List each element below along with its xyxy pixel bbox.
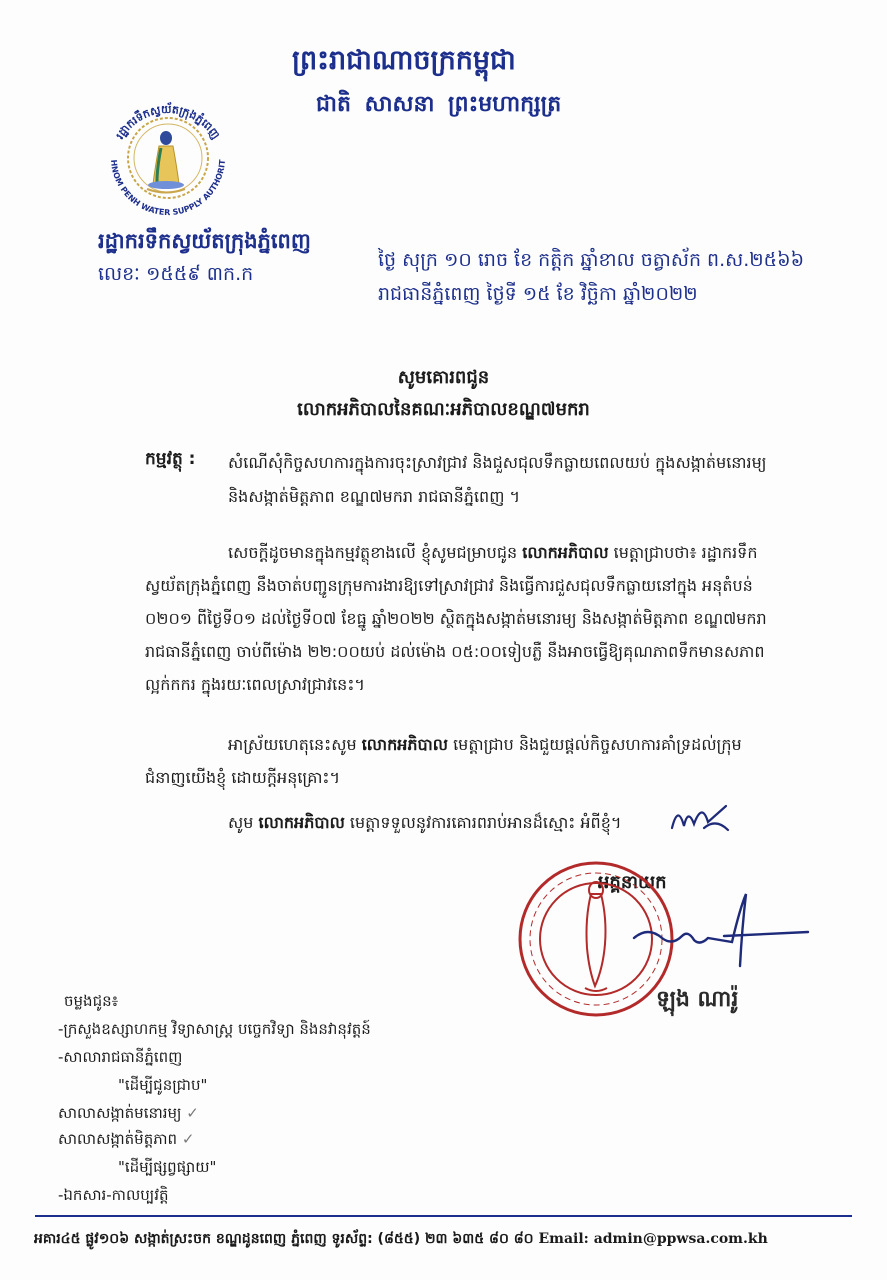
body-text: អាស្រ័យហេតុនេះសូម [228, 735, 362, 754]
subject-line: សំណើសុំកិច្ចសហការក្នុងការចុះស្រាវជ្រាវ និងជួសជុលទឹកធ្លាយពេលយប់ ក្នុងសង្កាត់មនោរម្យ [228, 453, 767, 472]
cc-item: -សាលារាជធានីភ្នំពេញ [58, 1048, 183, 1066]
lunar-date: ថ្ងៃ សុក្រ ១០ រោច ខែ កត្តិក ឆ្នាំខាល ចត្វាស័ក ព.ស.២៥៦៦ [378, 249, 805, 271]
cc-item-label: សាលាសង្កាត់មនោរម្យ [58, 1104, 182, 1122]
organization-name: រដ្ឋាករទឹកស្វយ័តក្រុងភ្នំពេញ [98, 229, 311, 253]
checkmark-icon: ✓ [181, 1130, 195, 1148]
handwritten-signature [628, 888, 814, 968]
recipient: លោកអភិបាលនៃគណៈអភិបាលខណ្ឌ៧មករា [297, 399, 590, 420]
body-line [228, 734, 742, 758]
body-line: ០២០១ ពីថ្ងៃទី០១ ដល់ថ្ងៃទី០៧ ខែធ្នូ ឆ្នាំ២០២២ ស្ថិតក្នុងសង្កាត់មនោរម្យ និងសង្កាត់មិត្តភាព ខណ្ឌ៧មករា [145, 609, 767, 628]
body-line: ល្អក់កករ ក្នុងរយៈពេលស្រាវជ្រាវនេះ។ [145, 675, 365, 694]
signer-name: ឡុង ណារ៉ូ [656, 987, 739, 1012]
body-line: ស្វយ័តក្រុងភ្នំពេញ នឹងចាត់បញ្ជូនក្រុមការងារឱ្យទៅស្រាវជ្រាវ និងធ្វើការជួសជុលទឹកធ្លាយនៅក្នុង អនុតំបន់ [145, 576, 753, 595]
footer-contact [34, 1229, 768, 1250]
cc-heading: ចម្លងជូន៖ [64, 992, 119, 1010]
logo-text-en: HNOM PENH WATER SUPPLY AUTHORIT [108, 159, 228, 218]
subject-label: កម្មវត្ថុ : [145, 449, 196, 469]
body-line [228, 542, 757, 566]
cc-item-label: សាលាសង្កាត់មិត្តភាព [58, 1130, 178, 1148]
body-text: សូម [228, 813, 259, 832]
footer-address: អគារ៤៥ ផ្លូវ១០៦ សង្កាត់ស្រះចក ខណ្ឌដូនពេញ ភ្នំពេញ ទូរស័ព្ទ: (៨៥៥) ២៣ ៦៣៥ ៨០ ៨០ [34, 1231, 539, 1247]
body-emphasis: លោកអភិបាល [522, 543, 609, 562]
closing-line [228, 812, 621, 836]
cc-item: "ដើម្បីជូនជ្រាប" [118, 1076, 208, 1094]
body-text: មេត្តាជ្រាប និងជួយផ្តល់កិច្ចសហការគាំទ្រដល់ក្រុម [448, 735, 742, 754]
footer-email: Email: admin@ppwsa.com.kh [538, 1231, 768, 1247]
cc-item: -ឯកសារ-កាលប្បវត្តិ [58, 1186, 169, 1204]
checkmark-icon: ✓ [186, 1104, 199, 1122]
body-text: មេត្តាទទួលនូវការគោរពរាប់អានដ៏ស្មោះ អំពីខ្ញុំ។ [344, 813, 622, 832]
body-line: រាជធានីភ្នំពេញ ចាប់ពីម៉ោង ២២:០០យប់ ដល់ម៉ោង ០៥:០០ទៀបភ្លឺ នឹងអាចធ្វើឱ្យគុណភាពទឹកមានសភាព [145, 642, 765, 661]
body-emphasis: លោកអភិបាល [361, 735, 449, 754]
cc-item [58, 1104, 199, 1126]
cc-item: "ដើម្បីផ្សព្វផ្សាយ" [118, 1158, 217, 1176]
ppwsa-logo [95, 88, 241, 228]
kingdom-title: ព្រះរាជាណាចក្រកម្ពុជា [292, 45, 516, 76]
initials-mark [668, 798, 732, 840]
body-emphasis: លោកអភិបាល [258, 813, 345, 832]
subject-line: និងសង្កាត់មិត្តភាព ខណ្ឌ៧មករា រាជធានីភ្នំពេញ ។ [228, 487, 521, 506]
reference-number: លេខៈ ១៥៥៩ ៣ក.ក [98, 263, 254, 285]
logo-text-kh: រដ្ឋាករទឹកស្វយ័តក្រុងភ្នំពេញ [113, 102, 223, 142]
body-line: ជំនាញយើងខ្ញុំ ដោយក្តីអនុគ្រោះ។ [145, 768, 341, 787]
solar-date: រាជធានីភ្នំពេញ ថ្ងៃទី ១៥ ខែ វិច្ឆិកា ឆ្នាំ២០២២ [378, 283, 698, 305]
salutation: សូមគោរពជូន [397, 367, 490, 388]
signer-title: អគ្គនាយក [598, 872, 667, 893]
cc-item [58, 1130, 194, 1152]
national-motto: ជាតិ សាសនា ព្រះមហាក្សត្រ [316, 92, 562, 117]
footer-divider [35, 1215, 852, 1217]
body-text: សេចក្តីដូចមានក្នុងកម្មវត្ថុខាងលើ ខ្ញុំសូមជម្រាបជូន [228, 543, 523, 562]
cc-item: -ក្រសួងឧស្សាហកម្ម វិទ្យាសាស្ត្រ បច្ចេកវិទ្យា និងនវានុវត្តន៍ [58, 1020, 371, 1038]
body-text: មេត្តាជ្រាបថា៖ រដ្ឋាករទឹក [608, 543, 758, 562]
